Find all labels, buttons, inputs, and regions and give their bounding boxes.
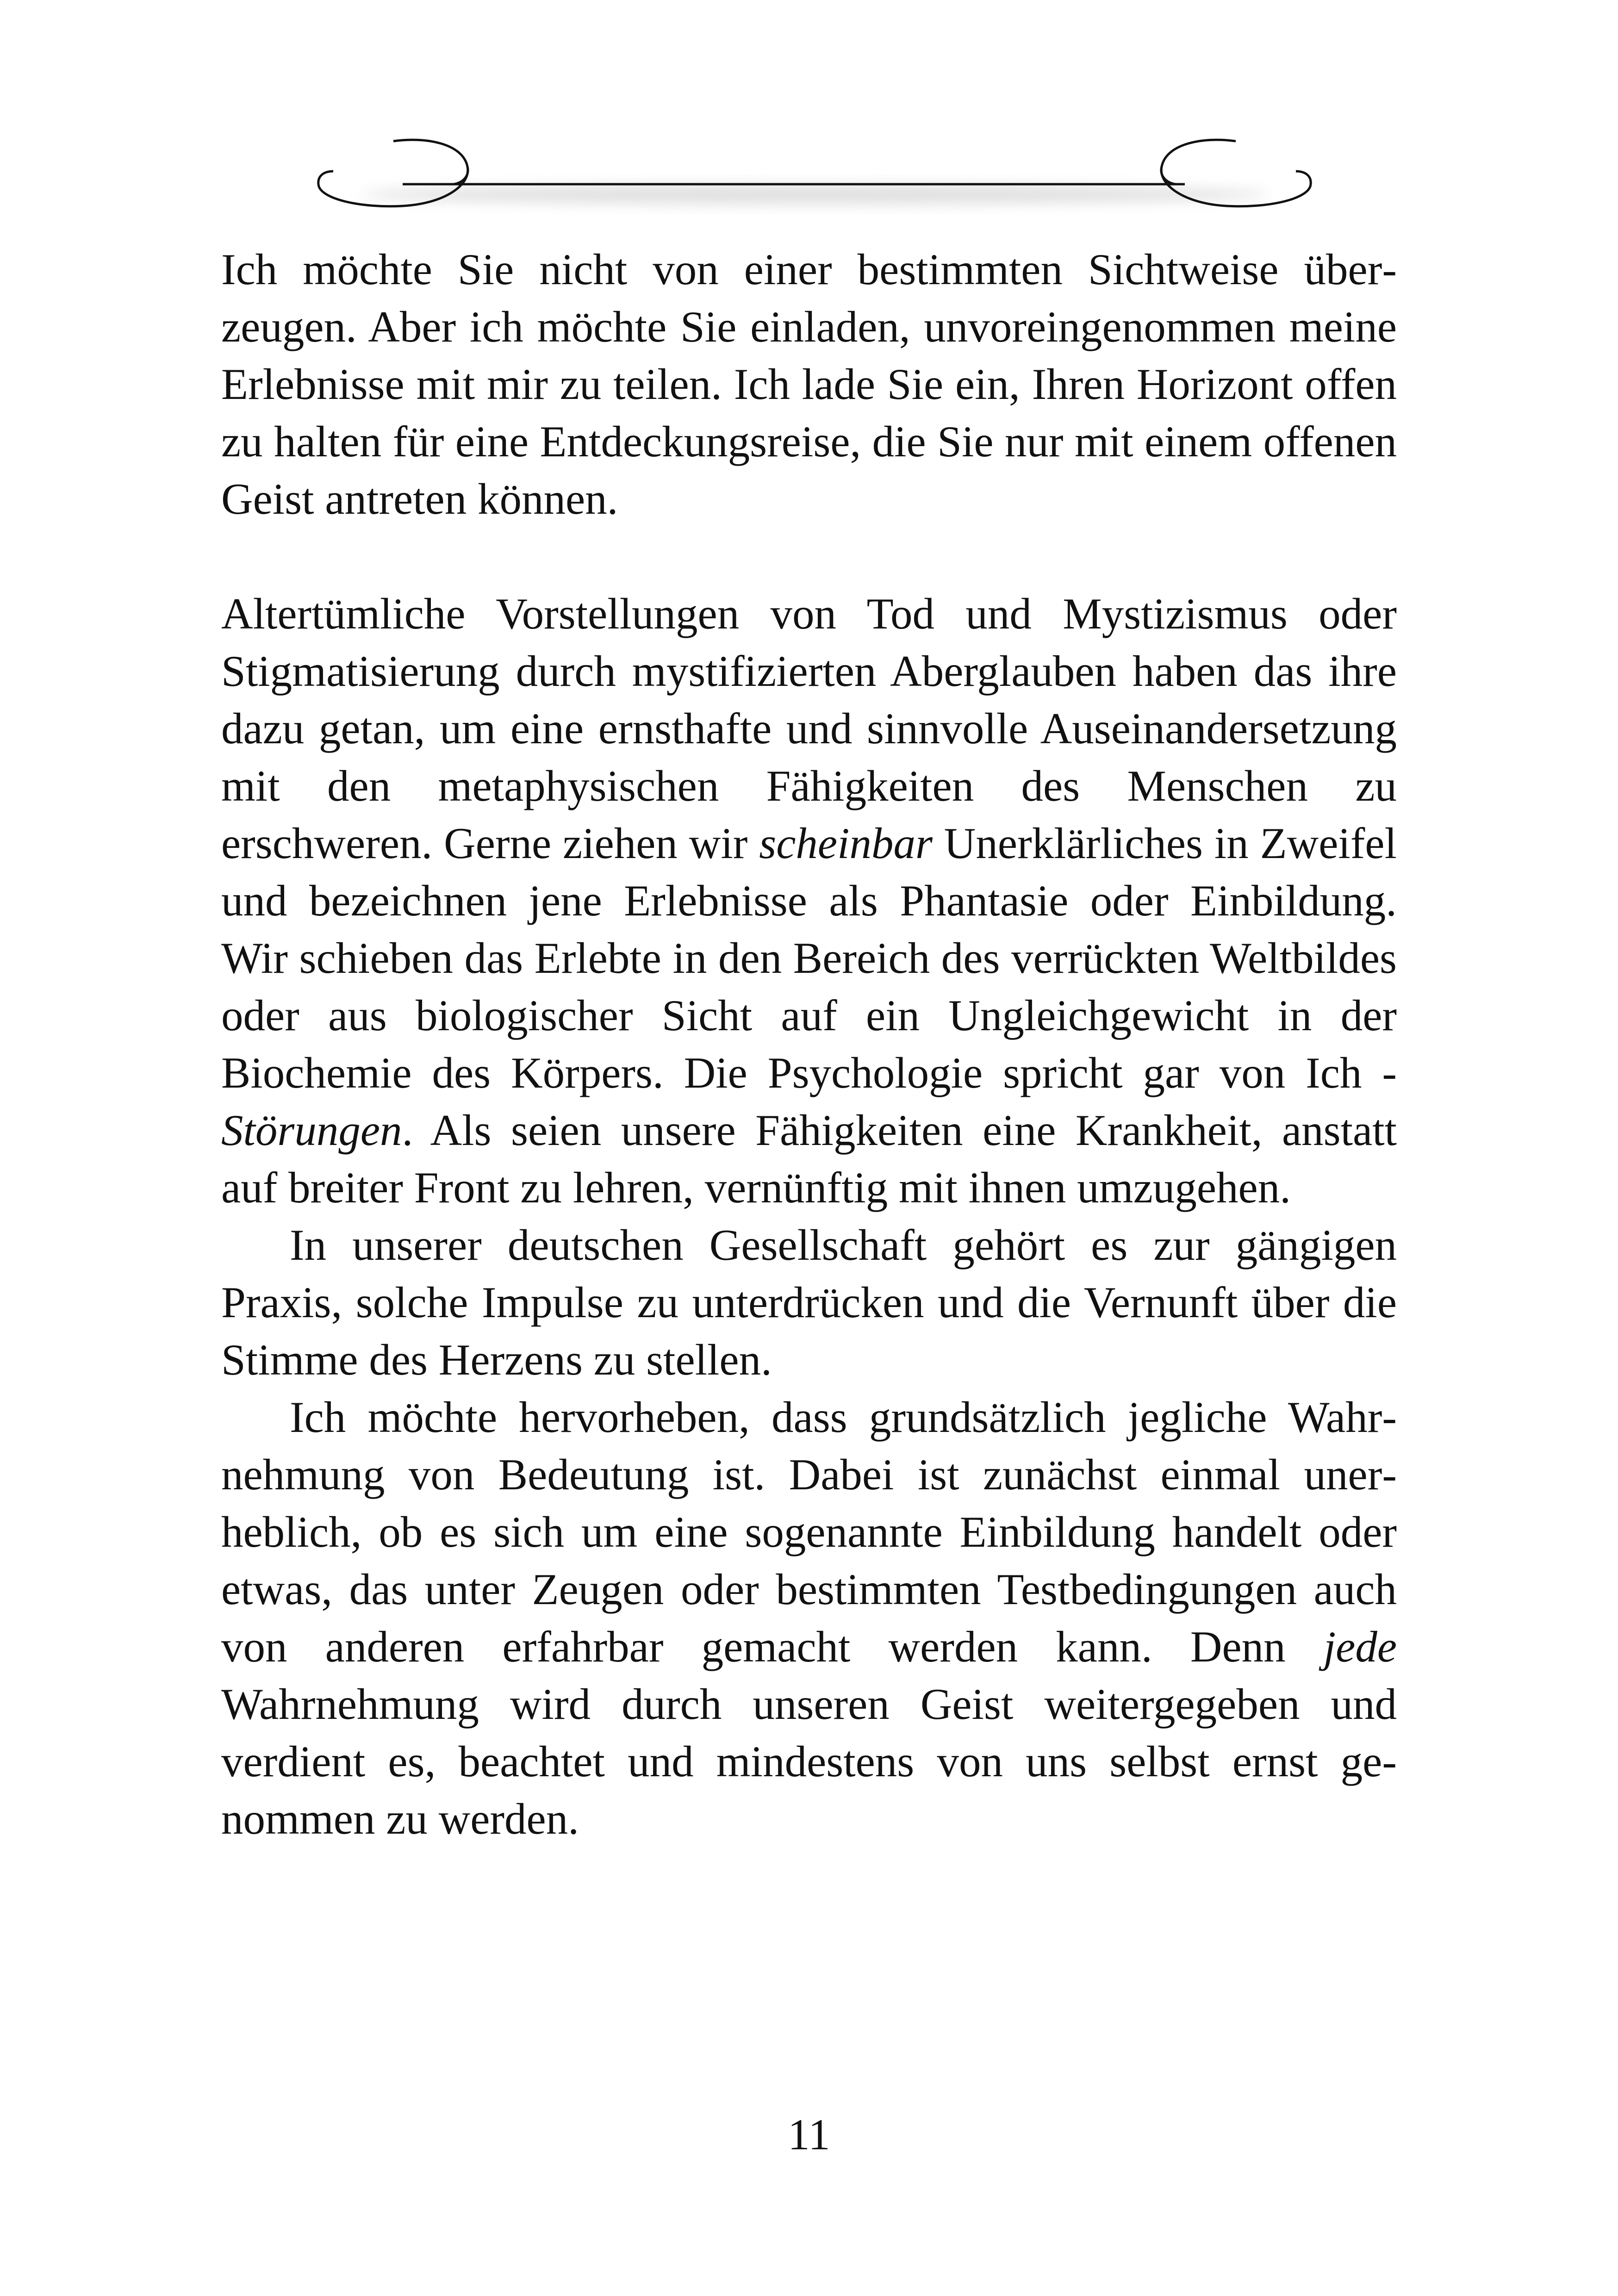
paragraph: [221, 1216, 1397, 1388]
paragraph: [221, 1388, 1397, 1848]
emphasized-text: scheinbar: [759, 819, 933, 868]
text-run: Unerklärliches in Zweifel und bezeichnen jene Erlebnisse als Phantasie oder Einbildung. Wir schieben das Erlebte in den Bereich des verrückten Weltbildes oder aus biologischer Sicht auf ein Ungleichgewicht in der Biochemie des Körpers. Die Psychologie spricht gar von Ich -: [221, 819, 1397, 1097]
emphasized-text: Störungen: [221, 1106, 402, 1155]
text-run: In unserer deutschen Gesellschaft gehört es zur gängigen Praxis, solche Impulse zu unterdrücken und die Vernunft über die Stimme des Herzens zu stellen.: [221, 1220, 1397, 1384]
text-run: Ich möchte hervorheben, dass grundsätzlich jegliche Wahrnehmung von Bedeutung ist. Dabei ist zunächst einmal unerheblich, ob es sich um eine sogenannte Einbildung handelt oder etwas, das unter Zeugen oder bestimmten Testbedingungen auch von anderen erfahrbar gemacht werden kann. Denn: [221, 1393, 1397, 1671]
text-run: Wahrnehmung wird durch unseren Geist weitergegeben und verdient es, beachtet und mindestens von uns selbst ernst genommen zu werden.: [221, 1680, 1397, 1843]
paragraph: [221, 241, 1397, 528]
text-run: Altertümliche Vorstellungen von Tod und Mystizismus oder Stigmatisierung durch mystifizierten Aberglauben haben das ihre dazu getan, um eine ernsthafte und sinnvolle Auseinandersetzung mit den metaphysischen Fähigkeiten des Menschen zu erschweren. Gerne ziehen wir: [221, 589, 1397, 868]
page-number: 11: [788, 2110, 830, 2159]
emphasized-text: jede: [1323, 1622, 1397, 1671]
paragraph: [221, 585, 1397, 1216]
text-run: Ich möchte Sie nicht von einer bestimmten Sichtweise überzeugen. Aber ich möchte Sie einladen, unvoreingenommen meine Erlebnisse mit mir zu teilen. Ich lade Sie ein, Ihren Horizont offen zu halten für eine Entdeckungsreise, die Sie nur mit einem offenen Geist antreten können.: [221, 245, 1397, 523]
scroll-divider-icon: [305, 125, 1324, 245]
text-run: . Als seien unsere Fähigkeiten eine Krankheit, anstatt auf breiter Front zu lehren, vernünftig mit ihnen umzugehen.: [221, 1106, 1397, 1212]
paragraph-spacer: [221, 528, 1397, 585]
body-text: [221, 241, 1397, 1848]
